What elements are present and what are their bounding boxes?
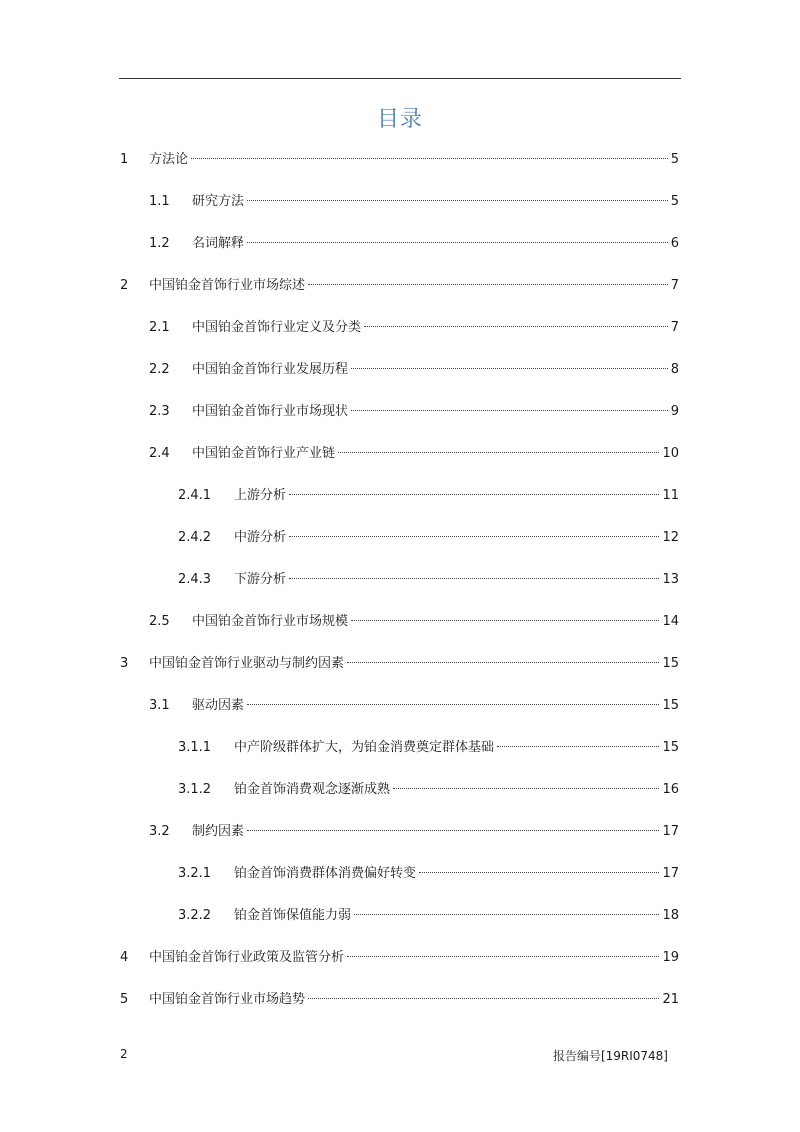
toc-entry-number: 1.2: [149, 236, 170, 251]
dot-leader: [351, 620, 659, 621]
toc-entry-row: [234, 780, 679, 800]
toc-entry-title: 中国铂金首饰行业发展历程: [192, 362, 349, 377]
dot-leader: [247, 242, 668, 243]
toc-entry-row: [149, 990, 679, 1010]
toc-entry-row: [192, 822, 679, 842]
header-rule: [119, 78, 681, 79]
toc-entry[interactable]: [0, 360, 800, 380]
toc-entry-number: 2.2: [149, 362, 170, 377]
toc-entry[interactable]: [0, 948, 800, 968]
dot-leader: [338, 452, 659, 453]
toc-entry[interactable]: [0, 612, 800, 632]
dot-leader: [351, 368, 668, 369]
toc-entry-page: 11: [662, 488, 679, 503]
page-number: 2: [120, 1047, 128, 1061]
toc-entry-row: [149, 654, 679, 674]
toc-entry[interactable]: [0, 696, 800, 716]
toc-entry-row: [234, 528, 679, 548]
dot-leader: [393, 788, 659, 789]
toc-entry-page: 13: [662, 572, 679, 587]
toc-entry-row: [234, 570, 679, 590]
toc-entry[interactable]: [0, 318, 800, 338]
toc-entry[interactable]: [0, 234, 800, 254]
toc-entry[interactable]: [0, 486, 800, 506]
toc-entry-number: 2: [120, 278, 129, 293]
dot-leader: [347, 956, 659, 957]
toc-entry-page: 8: [670, 362, 679, 377]
toc-entry-title: 中游分析: [234, 530, 287, 545]
toc-entry-page: 17: [662, 824, 679, 839]
toc-entry-title: 铂金首饰保值能力弱: [234, 908, 352, 923]
toc-entry-page: 17: [662, 866, 679, 881]
toc-entry-title: 上游分析: [234, 488, 287, 503]
toc-entry-row: [192, 612, 679, 632]
toc-entry-number: 2.3: [149, 404, 170, 419]
toc-entry-page: 16: [662, 782, 679, 797]
toc-entry-number: 1.1: [149, 194, 170, 209]
toc-entry-title: 中国铂金首饰行业产业链: [192, 446, 336, 461]
toc-entry-number: 3.1: [149, 698, 170, 713]
toc-entry-row: [192, 402, 679, 422]
toc-entry-page: 9: [670, 404, 679, 419]
toc-entry-page: 14: [662, 614, 679, 629]
toc-entry-page: 15: [662, 740, 679, 755]
dot-leader: [289, 494, 659, 495]
toc-entry-title: 下游分析: [234, 572, 287, 587]
dot-leader: [347, 662, 659, 663]
toc-entry-row: [192, 318, 679, 338]
toc-entry-row: [149, 150, 679, 170]
toc-entry-page: 19: [662, 950, 679, 965]
dot-leader: [308, 998, 659, 999]
toc-entry-number: 2.4.1: [178, 488, 212, 503]
toc-entry-number: 2.5: [149, 614, 170, 629]
toc-entry-number: 3.2.1: [178, 866, 212, 881]
toc-entry-number: 1: [120, 152, 129, 167]
toc-entry[interactable]: [0, 906, 800, 926]
toc-entry-title: 驱动因素: [192, 698, 245, 713]
toc-entry-page: 10: [662, 446, 679, 461]
dot-leader: [289, 536, 659, 537]
toc-entry-row: [192, 696, 679, 716]
toc-entry-title: 中产阶级群体扩大，为铂金消费奠定群体基础: [234, 740, 495, 755]
toc-entry-page: 7: [670, 278, 679, 293]
toc-entry-row: [192, 360, 679, 380]
toc-entry-number: 5: [120, 992, 129, 1007]
toc-entry-page: 15: [662, 656, 679, 671]
toc-entry-number: 3.2: [149, 824, 170, 839]
toc-entry[interactable]: [0, 822, 800, 842]
toc-entry-row: [149, 948, 679, 968]
toc-entry-number: 2.1: [149, 320, 170, 335]
toc-entry-number: 3.1.1: [178, 740, 212, 755]
toc-entry-page: 12: [662, 530, 679, 545]
toc-entry[interactable]: [0, 654, 800, 674]
toc-entry-number: 4: [120, 950, 129, 965]
page-title: 目录: [376, 107, 423, 132]
toc-entry-page: 5: [670, 152, 679, 167]
toc-entry-title: 中国铂金首饰行业定义及分类: [192, 320, 362, 335]
report-number: 报告编号[19RI0748]: [552, 1049, 668, 1063]
toc-entry[interactable]: [0, 738, 800, 758]
toc-entry-row: [234, 906, 679, 926]
toc-entry-row: [192, 234, 679, 254]
toc-entry-row: [234, 864, 679, 884]
toc-entry-title: 中国铂金首饰行业市场趋势: [149, 992, 306, 1007]
toc-entry-title: 中国铂金首饰行业市场规模: [192, 614, 349, 629]
dot-leader: [247, 704, 659, 705]
toc-entry[interactable]: [0, 444, 800, 464]
toc-entry-title: 研究方法: [192, 194, 245, 209]
dot-leader: [191, 158, 668, 159]
toc-entry-title: 中国铂金首饰行业驱动与制约因素: [149, 656, 345, 671]
dot-leader: [364, 326, 668, 327]
dot-leader: [354, 914, 659, 915]
dot-leader: [497, 746, 659, 747]
toc-entry-row: [234, 486, 679, 506]
toc-entry[interactable]: [0, 990, 800, 1010]
toc-entry[interactable]: [0, 150, 800, 170]
toc-entry-title: 中国铂金首饰行业政策及监管分析: [149, 950, 345, 965]
toc-entry-row: [192, 192, 679, 212]
toc-entry-page: 18: [662, 908, 679, 923]
toc-entry-number: 3: [120, 656, 129, 671]
toc-entry-number: 3.1.2: [178, 782, 212, 797]
toc-entry[interactable]: [0, 192, 800, 212]
toc-entry-row: [234, 738, 679, 758]
toc-entry-title: 中国铂金首饰行业市场综述: [149, 278, 306, 293]
toc-entry-page: 7: [670, 320, 679, 335]
dot-leader: [419, 872, 659, 873]
dot-leader: [247, 830, 659, 831]
dot-leader: [308, 284, 668, 285]
toc-entry[interactable]: [0, 864, 800, 884]
toc-entry-title: 铂金首饰消费群体消费偏好转变: [234, 866, 417, 881]
toc-entry-row: [149, 276, 679, 296]
toc-entry[interactable]: [0, 528, 800, 548]
toc-entry-title: 铂金首饰消费观念逐渐成熟: [234, 782, 391, 797]
toc-entry-title: 名词解释: [192, 236, 245, 251]
toc-entry-page: 15: [662, 698, 679, 713]
toc-entry-number: 2.4.3: [178, 572, 212, 587]
toc-entry-page: 21: [662, 992, 679, 1007]
toc-entry-title: 中国铂金首饰行业市场现状: [192, 404, 349, 419]
toc-entry-title: 制约因素: [192, 824, 245, 839]
toc-entry[interactable]: [0, 570, 800, 590]
toc-entry[interactable]: [0, 402, 800, 422]
toc-entry-title: 方法论: [149, 152, 189, 167]
dot-leader: [289, 578, 659, 579]
dot-leader: [247, 200, 668, 201]
toc-entry-number: 3.2.2: [178, 908, 212, 923]
toc-entry-page: 6: [670, 236, 679, 251]
dot-leader: [351, 410, 668, 411]
toc-entry[interactable]: [0, 276, 800, 296]
toc-entry-page: 5: [670, 194, 679, 209]
toc-entry-number: 2.4.2: [178, 530, 212, 545]
toc-entry-row: [192, 444, 679, 464]
toc-entry[interactable]: [0, 780, 800, 800]
toc-entry-number: 2.4: [149, 446, 170, 461]
